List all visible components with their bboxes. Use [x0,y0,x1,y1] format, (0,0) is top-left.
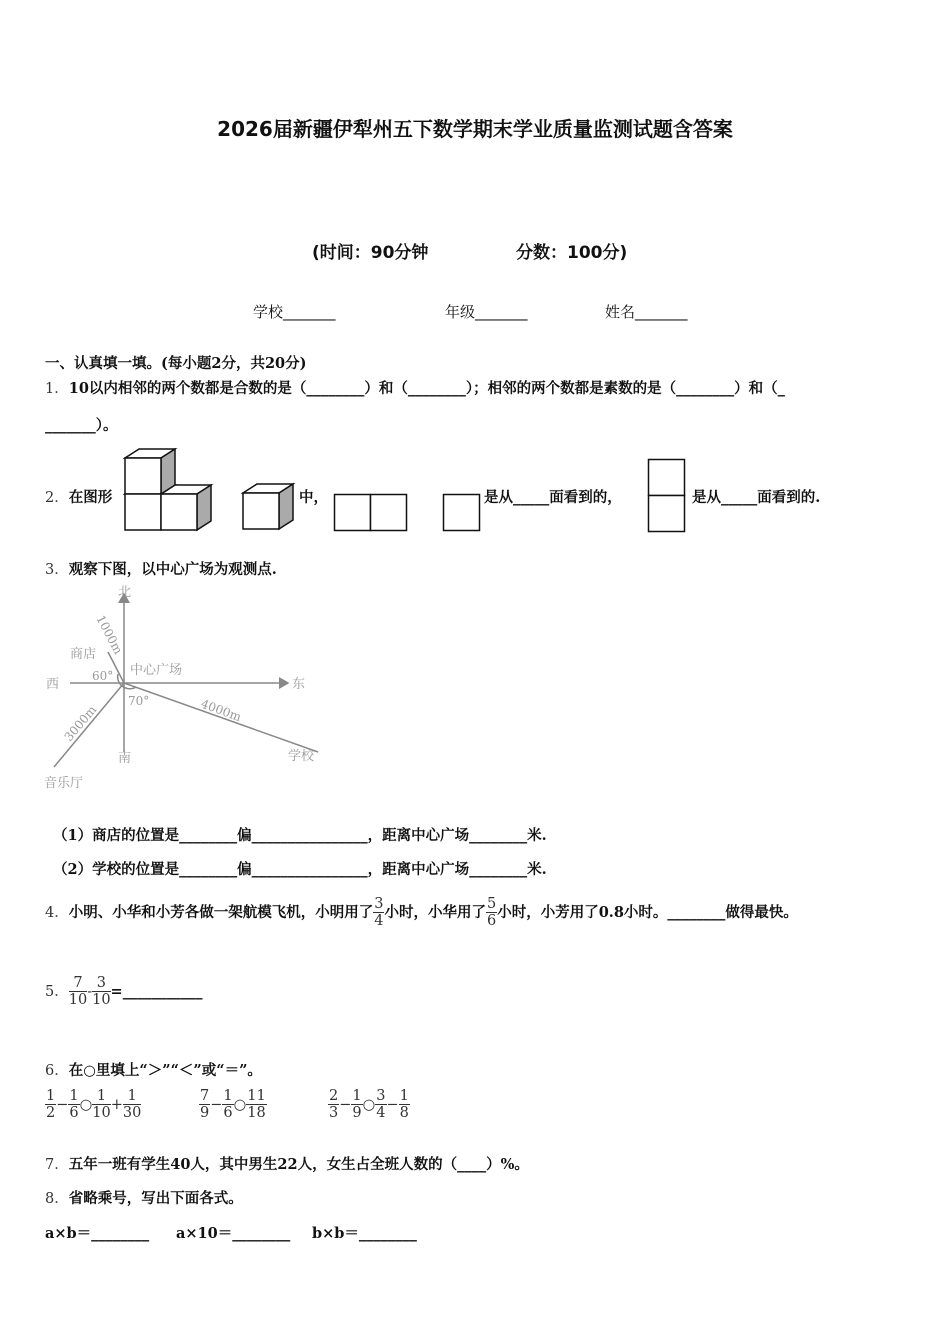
direction-map [40,582,340,797]
denominator: 6 [69,1105,79,1121]
q8-text: 省略乘号，写出下面各式。 [68,1190,243,1207]
q6-expression-3 [328,1088,410,1121]
q8-expr-1: a×b＝________ [45,1225,150,1242]
numerator: 1 [123,1088,141,1105]
school-label: 学校 [288,749,315,764]
denominator: 3 [329,1105,339,1121]
numerator: 11 [247,1088,266,1104]
q1-line2: _______）。 [45,417,118,434]
q4-fraction-2 [486,896,497,929]
q4-number: 4． [45,904,69,921]
q8-number: 8． [45,1191,69,1207]
e2-circle: ○ [233,1096,247,1113]
denominator: 9 [352,1105,362,1121]
q7-number: 7． [45,1157,69,1173]
view-one-square [442,493,482,533]
e1-op2: + [110,1096,123,1113]
e2-op1: − [210,1096,223,1113]
e1-op1: − [56,1096,69,1113]
e3-op2: − [386,1096,399,1113]
e2-fraction-b [222,1088,233,1121]
q6-text: 在○里填上“＞”“＜”或“＝”。 [68,1062,262,1079]
q2-text-c: 是从_____面看到的， [484,489,622,506]
q5-f1-numerator: 7 [69,975,87,992]
q4-text-a: 小明、小华和小芳各做一架航模飞机，小明用了 [68,903,374,921]
dist-school-label: 4000m [198,696,244,725]
center-label: 中心广场 [130,663,183,678]
e1-fraction-b [68,1088,79,1121]
hall-label: 音乐厅 [44,776,84,791]
q2-text-b: 中， [299,489,328,506]
q4-f1-denominator: 4 [374,913,384,929]
q8-expr-3: b×b＝________ [312,1225,417,1242]
q6-number: 6． [45,1063,69,1079]
question-6 [45,1059,262,1080]
grade-field: 年级_______ [445,303,528,321]
e2-fraction-c [246,1088,266,1121]
q4-f2-numerator: 5 [486,896,497,912]
q2-number: 2． [45,490,69,506]
q5-answer-blank: =___________ [110,982,203,1000]
view-two-squares [333,493,409,533]
e3-fraction-a [328,1088,339,1121]
east-label: 东 [292,677,306,692]
q5-f2-denominator: 10 [92,992,111,1008]
denominator: 10 [92,1105,111,1121]
q3-text: 观察下图，以中心广场为观测点. [68,561,277,578]
q5-fraction-2 [92,975,110,1008]
e1-circle: ○ [79,1096,93,1113]
q2-text-a: 在图形 [68,489,113,506]
west-label: 西 [46,677,60,692]
question-8 [45,1187,243,1208]
q6-expression-2 [199,1088,267,1121]
hall-ray [54,683,124,767]
q5-operator: - [87,983,93,1000]
numerator: 2 [329,1088,339,1104]
angle-shop-label: 60° [92,669,114,683]
cube-figure-large [123,448,215,534]
school-field: 学校_______ [253,303,336,321]
view-two-stacked-squares [647,458,687,534]
q4-text-c: 小时，小芳用了0.8小时。________做得最快。 [497,903,798,921]
south-label: 南 [118,751,132,766]
denominator: 6 [223,1105,233,1121]
numerator: 7 [200,1088,210,1104]
q2-text-d: 是从_____面看到的. [692,489,821,506]
e3-circle: ○ [362,1096,376,1113]
q3-sub2: （2）学校的位置是________偏________________，距离中心广场________米. [53,861,547,878]
dist-hall-label: 3000m [61,702,100,744]
e3-fraction-d [399,1088,410,1121]
denominator: 18 [247,1105,266,1121]
name-field: 姓名_______ [605,303,688,321]
e3-op1: − [339,1096,352,1113]
question-1 [45,377,785,398]
page-title: 2026届新疆伊犁州五下数学期末学业质量监测试题含答案 [217,117,733,141]
q6-expression-1 [45,1088,141,1121]
numerator: 1 [46,1088,56,1104]
q4-f2-denominator: 6 [486,913,497,929]
question-3 [45,558,277,579]
e1-fraction-d [123,1088,141,1121]
numerator: 1 [223,1088,233,1104]
e3-fraction-c [375,1088,386,1121]
e3-fraction-b [351,1088,362,1121]
denominator: 30 [122,1105,142,1121]
question-2 [45,486,112,507]
numerator: 1 [69,1088,79,1104]
e1-fraction-c [92,1088,110,1121]
north-label: 北 [118,585,132,600]
q8-expr-2: a×10＝________ [176,1225,291,1242]
question-7 [45,1153,529,1174]
q5-fraction-1 [69,975,87,1008]
denominator: 9 [200,1105,210,1121]
e1-fraction-a [45,1088,56,1121]
exam-time: (时间：90分钟 [312,243,429,263]
numerator: 1 [399,1088,409,1104]
q3-number: 3． [45,562,69,578]
question-5 [45,975,202,1008]
denominator: 2 [46,1105,56,1121]
angle-school-label: 70° [128,694,150,708]
numerator: 3 [376,1088,386,1104]
q4-f1-numerator: 3 [374,896,384,912]
q3-sub1: （1）商店的位置是________偏________________，距离中心广场________米. [53,827,547,844]
question-4 [45,896,798,929]
q4-text-b: 小时，小华用了 [384,903,486,921]
exam-score: 分数：100分) [516,243,628,263]
q5-number: 5． [45,983,69,1000]
e2-fraction-a [199,1088,210,1121]
denominator: 8 [399,1105,409,1121]
q7-text: 五年一班有学生40人，其中男生22人，女生占全班人数的（____）%。 [68,1156,529,1173]
q1-line1: 10以内相邻的两个数都是合数的是（________）和（________）；相邻的两个数都是素数的是（________）和（_ [68,380,785,397]
q4-fraction-1 [373,896,384,929]
numerator: 1 [92,1088,110,1105]
denominator: 4 [376,1105,386,1121]
single-cube-figure [241,481,297,533]
shop-label: 商店 [70,647,97,662]
numerator: 1 [352,1088,362,1104]
q5-f2-numerator: 3 [92,975,110,992]
section-heading: 一、认真填一填。(每小题2分，共20分) [45,355,307,372]
dist-shop-label: 1000m [93,612,126,657]
q5-f1-denominator: 10 [68,992,88,1008]
q1-number: 1． [45,381,69,397]
